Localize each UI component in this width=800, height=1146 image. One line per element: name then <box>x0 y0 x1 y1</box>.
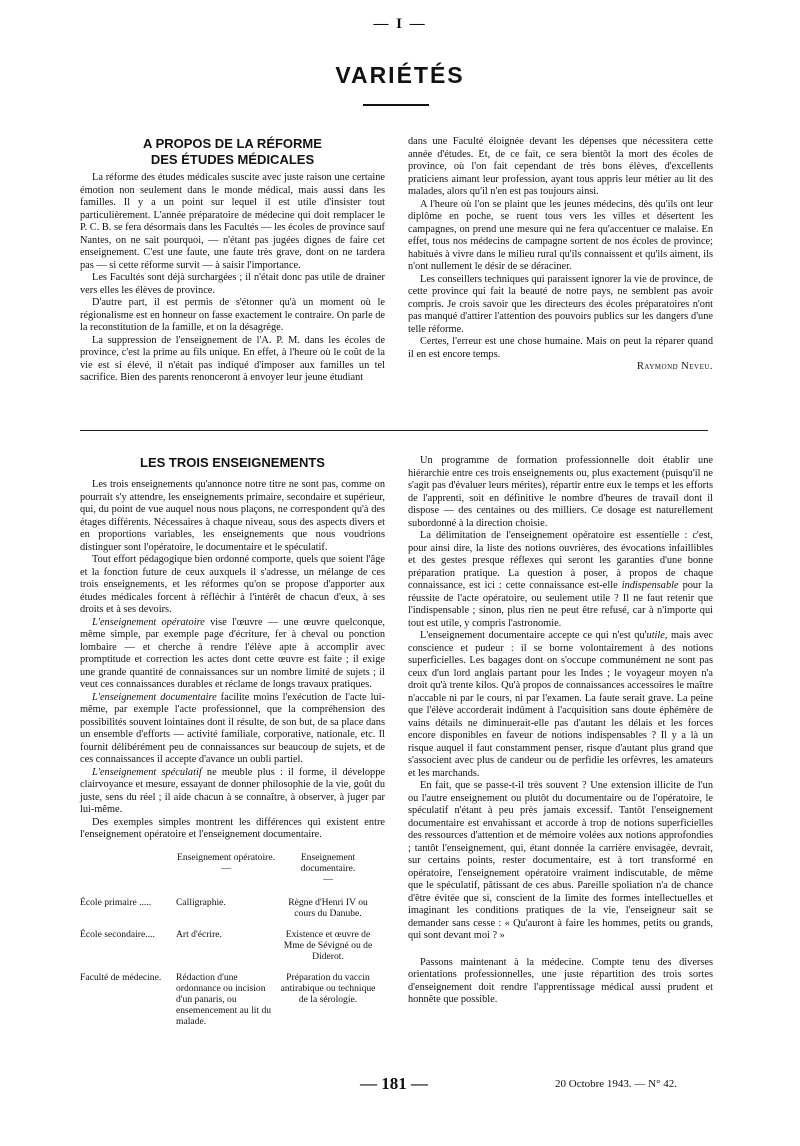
article2-paragraph: Un programme de formation professionnelle doit établir une hiérarchie entre ces trois enseignements ou, plus exactement (puisqu'il ne s'agit pas d'évaluer leurs mérites), répartir entre eux le temps et les efforts de l'apprenti, soit en définitive le nombre d'heures de travail dont il dispose — des centaines ou des milliers. Ce dosage est naturellement subordonné à la direction choisie. <box>408 455 713 529</box>
article1-paragraph: D'autre part, il est permis de s'étonner qu'à un moment où le régionalisme est en honneur on fasse exactement le contraire. On parle de la reconstitution de la famille, et on la désagrège. <box>80 297 386 333</box>
article2-paragraph <box>408 630 713 780</box>
table-header-operatoire <box>176 852 278 897</box>
row-label: École primaire ..... <box>80 896 152 908</box>
header-operatoire-label: Enseignement opératoire. <box>176 851 276 863</box>
article1-headline <box>80 136 385 168</box>
paragraph-text: pour la réussite de l'acte opératoire, ou seulement utile ? Il ne faut retenir que l'indispensable ; sinon, plus rien ne peut être refusé, car à n'importe qui tout est utile, y compris l'astronomie. <box>408 580 713 629</box>
title-rule <box>363 104 429 106</box>
table-row <box>80 972 380 1037</box>
article2-paragraph <box>80 692 385 767</box>
article1-paragraph: dans une Faculté éloignée devant les dépenses que nécessitera cette année d'études. Et, de ce fait, ce sera bientôt la mort des écoles de province, où l'on fait cependant de très bons élèves, d'excellents praticiens aimant leur profession, ayant tous appris leur métier au lit des malades, alors qu'il n'en est pas toujours ainsi. <box>408 136 713 197</box>
section-title: VARIÉTÉS <box>335 62 465 88</box>
article2-paragraph: Passons maintenant à la médecine. Compte tenu des diverses orientations professionnelles, une juste répartition des trois sortes d'enseignement doit rendre l'apprentissage médical aussi prudent et honnête que possible. <box>408 956 713 1005</box>
article2-paragraph <box>80 617 385 692</box>
paragraph-text: L'enseignement documentaire accepte ce qui n'est qu' <box>420 630 647 641</box>
article1-right-column <box>408 136 713 374</box>
article2-left-column <box>80 455 385 1037</box>
article2-paragraph: En fait, que se passe-t-il très souvent ? Une extension illicite de l'un ou l'autre enseignement ou plutôt du documentaire ou de l'opératoire, le spéculatif n'étant à peu près jamais excessif. Tantôt l'enseignement documentaire est envahissant et accorde à trop de notions superficielles des ressources d'attention et de mémoire volées aux notions approfondies ; tantôt l'enseignement, qui, étant donnée la carrière envisagée, devrait, sur certains points, rester documentaire, est à tort transformé en opératoire, l'enseignement opératoire vraiment indiscutable, de même que le spéculatif, pâtissant de ces abus. Pareille spoliation n'a de chance d'être évitée que si, conscient de la limite des formes intellectuelles et imaginant les conditions pratiques de la vie, l'enseigneur sait se demander sans cesse : « Qu'auront à faire les hommes, petits ou grands, qui sont devant moi ? » <box>408 780 713 941</box>
article1-headline-line2: DES ÉTUDES MÉDICALES <box>150 152 315 167</box>
row-label: École secondaire.... <box>80 928 155 940</box>
term-speculatif: L'enseignement spéculatif <box>92 766 202 778</box>
article2-paragraph <box>408 530 713 630</box>
cell-documentaire: Règne d'Henri IV ou cours du Danube. <box>288 896 368 919</box>
term-utile: utile <box>646 630 665 641</box>
article1-left-column <box>80 136 385 385</box>
paragraph-text: facilite moins l'exécution de l'acte lui-même, par exemple l'acte professionnel, que la compréhension des possibilités souvent lointaines dont il résulte, de son but, de sa place dans un ensemble d'efforts — activité familiale, corporative, nationale, etc. Il fournit délibérément peu de connaissances sur beaucoup de sujets, et de ces connaissances il accepte d'avance un oubli partiel. <box>80 691 385 765</box>
paragraph-text: vise l'œuvre — une œuvre quelconque, même simple, par exemple page d'écriture, fer à cheval ou ponction lombaire — et cherche à rendre l'élève apte à accomplir avec promptitude et correction les actes dont cette œuvre est faite ; il exige une grande quantité de connaissances sur un nombre limité de sujets ; il veut ces connaissances durables et réclame de longs travaux pratiques. <box>80 616 385 690</box>
paragraph-text: ne meuble plus : il forme, il développe clairvoyance et mesure, essayant de donner philosophie de la vie, goût du juste, sens du réel ; il aide chacun à se connaître, à observer, à juger par lui-même. <box>80 766 385 815</box>
article1-paragraph: Les conseillers techniques qui paraissent ignorer la vie de province, de cette province qui fait la beauté de notre pays, ne semblent pas avoir compris. Je crois savoir que les directeurs des écoles préparatoires n'ont pas manqué d'attirer l'attention des pouvoirs publics sur les dangers d'une telle réforme. <box>408 273 713 335</box>
article1-paragraph: La suppression de l'enseignement de l'A. P. M. dans les écoles de province, c'est la prime au fils unique. En effet, à l'heure où le coût de la vie est si élevé, il n'était pas indiqué d'imposer aux familles un tel sacrifice. Bien des parents renonceront à envoyer leur jeune étudiant <box>80 334 385 383</box>
table-row <box>80 897 380 929</box>
article2-headline: LES TROIS ENSEIGNEMENTS <box>140 455 325 470</box>
table-header-documentaire <box>278 852 380 897</box>
table-header-empty <box>80 852 176 897</box>
cell-documentaire: Existence et œuvre de Mme de Sévigné ou de Diderot. <box>283 928 373 962</box>
comparison-table <box>80 852 380 1037</box>
table-row <box>80 929 380 972</box>
cell-operatoire: Calligraphie. <box>176 896 226 908</box>
article1-signature: Raymond Neveu. <box>636 361 713 372</box>
article2-paragraph <box>80 767 385 817</box>
cell-documentaire: Préparation du vaccin antirabique ou technique de la sérologie. <box>280 971 376 1005</box>
page-marker: — I — <box>373 16 427 32</box>
issue-date: 20 Octobre 1943. — N° 42. <box>555 1078 678 1090</box>
term-documentaire: L'enseignement documentaire <box>92 691 217 703</box>
cell-operatoire: Art d'écrire. <box>176 928 222 940</box>
article1-paragraph: Certes, l'erreur est une chose humaine. Mais on peut la réparer quand il en est encore temps. <box>408 336 713 360</box>
paragraph-text: La délimitation de l'enseignement opératoire est essentielle : c'est, pour ainsi dire, la liste des notions ouvrières, des évocations infaillibles et des gestes presque réflexes qui seront les garanties d'une bonne préparation pratique. La question à poser, à propos de chaque connaissance, est ici : cette connaissance est-elle <box>408 530 713 591</box>
table-header-row <box>80 852 380 897</box>
article1-paragraph: A l'heure où l'on se plaint que les jeunes médecins, dès qu'ils ont leur diplôme en poche, se ruent tous vers les villes et désertent les campagnes, on prend une mesure qui ne fera qu'accentuer ce malaise. En effet, tous nos médecins de campagne sortent de nos écoles de province; habitués à vivre dans le milieu rural qu'ils connaissent et qu'ils aiment, ils n'ont nullement le désir de se déraciner. <box>408 198 713 272</box>
article1-paragraph: Les Facultés sont déjà surchargées ; il n'était donc pas utile de drainer vers elles les élèves de province. <box>80 272 385 296</box>
header-dash: — <box>221 862 231 874</box>
paragraph-text: , mais avec conscience et pudeur : il se borne volontairement à des notions superficielles. Les bagages dont on s'occupe communément ne sont pas ceux d'un lord anglais partant pour les Indes ; le voyageur moyen n'a droit qu'à trente kilos. Qu'à propos de connaissances accessoires le maître n'accable ni par le cours, ni par l'examen. La faute serait grave. La peine que l'élève accorderait indûment à l'acquisition sans doute éphémère de vains détails ne diminuerait-elle pas d'autant les délais et les forces encore disponibles en faveur de notions indispensables ? Il y a là un risque auquel il faut constamment penser, risque d'autant plus grand que s'associent avec plus de candeur ou de perfidie les orfèvres, les amateurs et les marchands. <box>408 630 713 779</box>
term-operatoire: L'enseignement opératoire <box>92 616 205 628</box>
term-indispensable: indispensable <box>621 580 679 591</box>
header-dash: — <box>323 873 333 885</box>
section-divider <box>80 430 708 431</box>
page-number: — 181 — <box>360 1074 428 1093</box>
row-label: Faculté de médecine. <box>80 971 162 983</box>
article2-right-column <box>408 455 713 1007</box>
article1-paragraph: La réforme des études médicales suscite avec juste raison une certaine émotion non seulement dans le monde médical, mais aussi dans les familles. Il y a un point sur lequel il est utile d'insister tout particulièrement. L'année préparatoire de médecine qui doit remplacer le P. C. B. se fera désormais dans les Facultés — les écoles de province sauf Nantes, on ne sait pourquoi, — n'étant pas jugées dignes de faire cet enseignement. C'est une faute, une faute très grave, dont on ne tardera pas — si cette réforme survit — à saisir l'importance. <box>80 172 385 271</box>
article2-paragraph: Tout effort pédagogique bien ordonné comporte, quels que soient l'âge et la fonction future de ceux auxquels il s'adresse, un mélange de ces trois enseignements, et les réformes qu'on se propose d'apporter aux études médicales forcent à réfléchir à l'intérêt de chacun d'eux, à ses droits et à ses devoirs. <box>80 554 385 615</box>
article2-paragraph: Des exemples simples montrent les différences qui existent entre l'enseignement opératoire et l'enseignement documentaire. <box>80 816 385 840</box>
cell-operatoire: Rédaction d'une ordonnance ou incision d'un panaris, ou ensemencement au lit du malade. <box>176 971 272 1027</box>
article2-paragraph: Les trois enseignements qu'annonce notre titre ne sont pas, comme on pourrait s'y attendre, les enseignements primaire, secondaire et supérieur, qui, du point de vue auquel nous nous plaçons, ne correspondent qu'à des étages différents. Nécessaires à chaque niveau, sous des aspects divers et en proportions variables, les enseignements que nous voudrions distinguer sont l'opératoire, le documentaire et le spéculatif. <box>80 479 385 553</box>
article1-headline-line1: A PROPOS DE LA RÉFORME <box>143 136 322 151</box>
header-documentaire-label: Enseignement documentaire. <box>300 851 356 874</box>
